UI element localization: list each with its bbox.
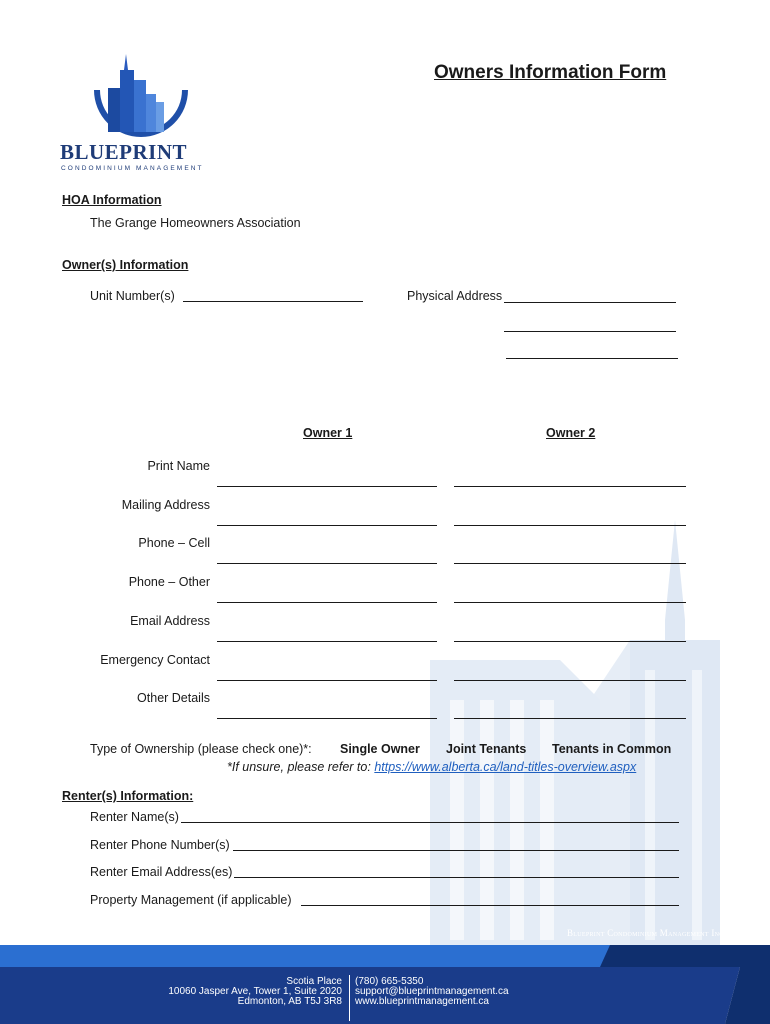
owner-1-mailing-address-field[interactable] (217, 525, 437, 526)
footer-divider (349, 975, 350, 1021)
owner-1-email-address-field[interactable] (217, 641, 437, 642)
footer-phone: (780) 665-5350 (355, 976, 424, 987)
row-label-phone-other: Phone – Other (128, 575, 210, 590)
renters-heading: Renter(s) Information: (62, 789, 194, 803)
logo (60, 50, 210, 175)
physical-address-field-1[interactable] (504, 302, 676, 303)
renter-name-field[interactable] (181, 822, 679, 823)
owners-heading: Owner(s) Information (62, 258, 189, 272)
owner-2-mailing-address-field[interactable] (454, 525, 686, 526)
renter-name-label: Renter Name(s) (90, 810, 179, 824)
owner-2-emergency-contact-field[interactable] (454, 680, 686, 681)
logo-name: BLUEPRINT (60, 140, 188, 164)
owner-2-email-address-field[interactable] (454, 641, 686, 642)
owner-2-other-details-field[interactable] (454, 718, 686, 719)
owner-2-phone-other-field[interactable] (454, 602, 686, 603)
row-label-mailing-address: Mailing Address (121, 497, 210, 512)
row-label-other-details: Other Details (137, 691, 210, 706)
logo-tagline: CONDOMINIUM MANAGEMENT (61, 165, 204, 172)
renter-phone-label: Renter Phone Number(s) (90, 838, 230, 852)
page-title: Owners Information Form (434, 62, 667, 83)
row-label-emergency-contact: Emergency Contact (100, 652, 210, 667)
renter-email-label: Renter Email Address(es) (90, 865, 233, 879)
renter-email-field[interactable] (234, 877, 679, 878)
physical-address-field-2[interactable] (504, 331, 676, 332)
watermark-building-graphic (430, 500, 770, 960)
logo-building-icon (86, 50, 196, 140)
hoa-heading: HOA Information (62, 193, 162, 207)
owner-1-other-details-field[interactable] (217, 718, 437, 719)
row-label-print-name: Print Name (147, 459, 210, 473)
unit-number-label: Unit Number(s) (90, 289, 175, 303)
footer-address-line-3: Edmonton, AB T5J 3R8 (237, 996, 342, 1007)
ownership-note (227, 760, 636, 774)
owner-1-phone-cell-field[interactable] (217, 563, 437, 564)
row-label-phone-cell: Phone – Cell (138, 536, 210, 551)
hoa-name: The Grange Homeowners Association (90, 216, 301, 230)
footer-company: Blueprint Condominium Management Inc. (567, 928, 727, 938)
footer-contact (355, 977, 509, 1007)
unit-number-field[interactable] (183, 301, 363, 302)
owner-2-phone-cell-field[interactable] (454, 563, 686, 564)
property-management-field[interactable] (301, 905, 679, 906)
owner-2-heading: Owner 2 (546, 426, 596, 440)
footer-address (168, 977, 342, 1007)
option-tenants-in-common[interactable]: Tenants in Common (552, 742, 672, 756)
footer-website[interactable]: www.blueprintmanagement.ca (355, 996, 489, 1007)
footer-address-line-2: 10060 Jasper Ave, Tower 1, Suite 2020 (168, 986, 342, 997)
owner-1-print-name-field[interactable] (217, 486, 437, 487)
renter-phone-field[interactable] (233, 850, 679, 851)
option-joint-tenants[interactable]: Joint Tenants (446, 742, 527, 756)
option-single-owner[interactable]: Single Owner (340, 742, 420, 756)
land-titles-link[interactable]: https://www.alberta.ca/land-titles-overview.aspx (374, 760, 637, 774)
property-management-label: Property Management (if applicable) (90, 893, 292, 907)
ownership-note-prefix: *If unsure, please refer to: (227, 760, 371, 774)
owner-1-heading: Owner 1 (303, 426, 353, 440)
physical-address-field-3[interactable] (506, 358, 678, 359)
footer-email[interactable]: support@blueprintmanagement.ca (355, 986, 509, 997)
owner-1-phone-other-field[interactable] (217, 602, 437, 603)
ownership-type-label: Type of Ownership (please check one)*: (90, 742, 312, 756)
owner-2-print-name-field[interactable] (454, 486, 686, 487)
row-label-email-address: Email Address (130, 613, 210, 628)
physical-address-label: Physical Address (407, 289, 503, 303)
footer-address-line-1: Scotia Place (286, 976, 342, 987)
owner-1-emergency-contact-field[interactable] (217, 680, 437, 681)
